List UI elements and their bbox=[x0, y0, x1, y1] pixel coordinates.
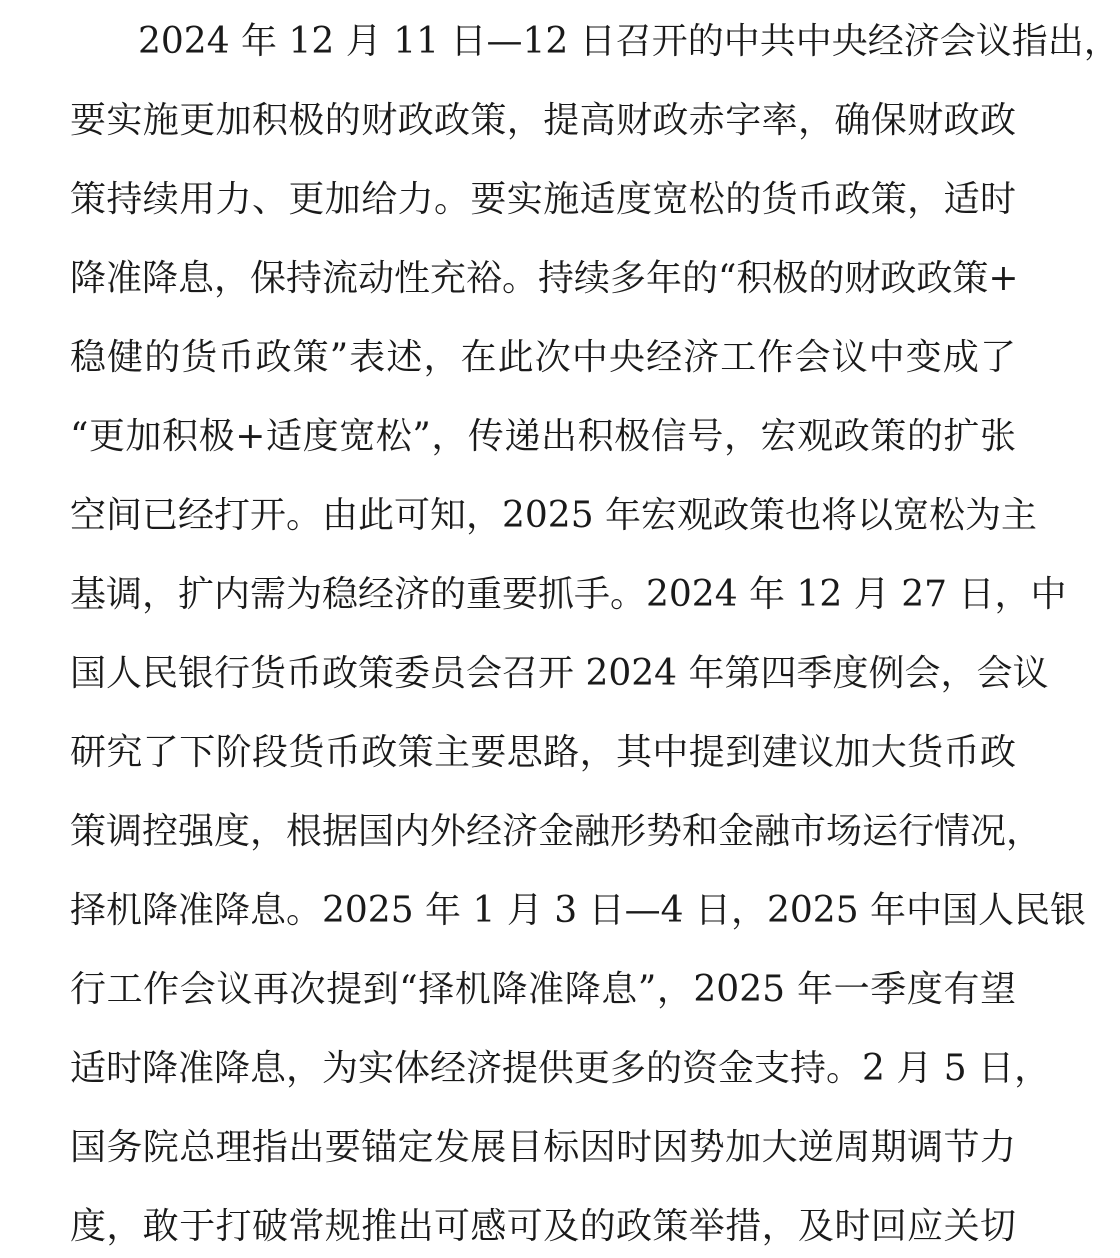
paragraph-line: 策持续用力、更加给力。要实施适度宽松的货币政策，适时 bbox=[70, 179, 1016, 220]
paragraph-line: 2024 年 12 月 11 日—12 日召开的中共中央经济会议指出， bbox=[138, 21, 1120, 62]
paragraph-line: 基调，扩内需为稳经济的重要抓手。2024 年 12 月 27 日，中 bbox=[70, 574, 1067, 615]
paragraph-line: 度，敢于打破常规推出可感可及的政策举措，及时回应关切 bbox=[70, 1206, 1016, 1247]
paragraph-line: 择机降准降息。2025 年 1 月 3 日—4 日，2025 年中国人民银 bbox=[70, 890, 1087, 931]
paragraph-line: 行工作会议再次提到“择机降准降息”，2025 年一季度有望 bbox=[70, 969, 1016, 1010]
paragraph-line: 降准降息，保持流动性充裕。持续多年的“积极的财政政策+ bbox=[70, 258, 1019, 299]
paragraph-line: “更加积极+适度宽松”，传递出积极信号，宏观政策的扩张 bbox=[70, 416, 1016, 457]
paragraph-line: 适时降准降息，为实体经济提供更多的资金支持。2 月 5 日， bbox=[70, 1048, 1051, 1089]
paragraph-line: 要实施更加积极的财政政策，提高财政赤字率，确保财政政 bbox=[70, 100, 1016, 141]
paragraph-line: 策调控强度，根据国内外经济金融形势和金融市场运行情况， bbox=[70, 811, 1043, 852]
paragraph-line: 国务院总理指出要锚定发展目标因时因势加大逆周期调节力 bbox=[70, 1127, 1016, 1168]
paragraph-line: 稳健的货币政策”表述，在此次中央经济工作会议中变成了 bbox=[70, 337, 1016, 378]
paragraph-line: 空间已经打开。由此可知，2025 年宏观政策也将以宽松为主 bbox=[70, 495, 1038, 536]
paragraph-line: 研究了下阶段货币政策主要思路，其中提到建议加大货币政 bbox=[70, 732, 1016, 773]
paragraph-line: 国人民银行货币政策委员会召开 2024 年第四季度例会，会议 bbox=[70, 653, 1049, 694]
